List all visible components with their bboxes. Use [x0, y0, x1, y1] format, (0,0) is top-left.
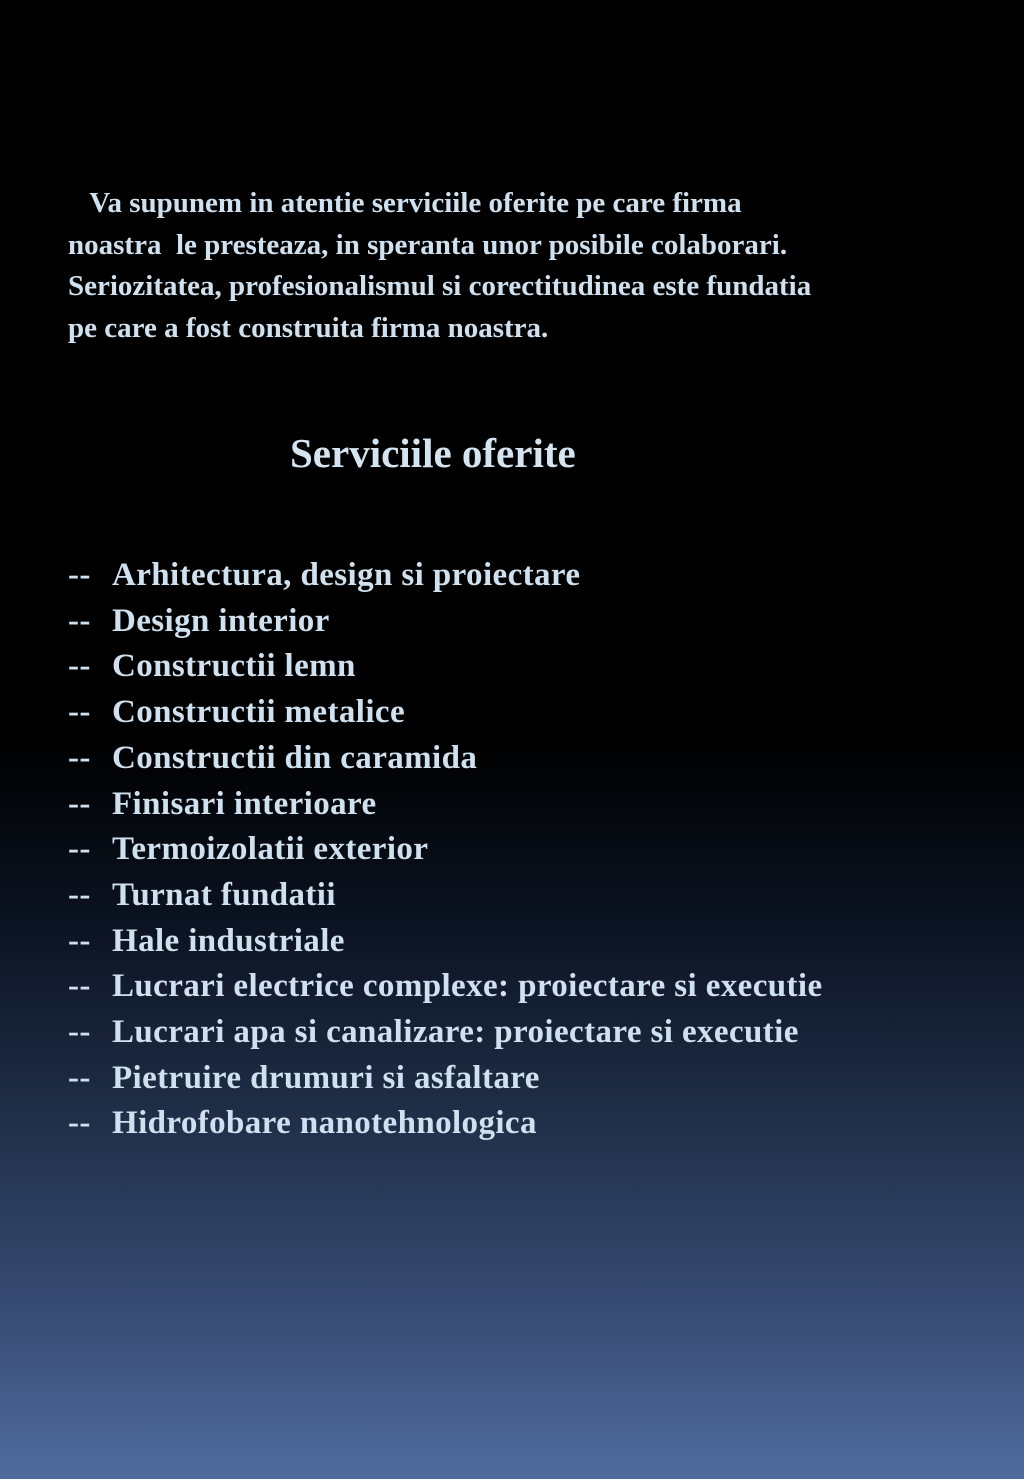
service-label: Hidrofobare nanotehnologica [112, 1105, 537, 1142]
list-marker: -- [68, 557, 91, 593]
list-item [68, 1056, 823, 1102]
list-item [68, 644, 823, 690]
service-label: Lucrari apa si canalizare: proiectare si executie [112, 1014, 799, 1051]
service-label: Arhitectura, design si proiectare [112, 557, 581, 593]
list-marker: -- [68, 1014, 91, 1051]
list-marker: -- [68, 1059, 91, 1096]
list-marker: -- [68, 831, 91, 868]
service-label: Termoizolatii exterior [112, 831, 429, 868]
service-label: Constructii din caramida [112, 739, 478, 776]
service-label: Constructii metalice [112, 694, 405, 731]
list-item [68, 827, 823, 873]
intro-line: Seriozitatea, profesionalismul si corectitudinea este fundatia [68, 270, 812, 302]
service-label: Turnat fundatii [112, 876, 336, 913]
intro-line: noastra le presteaza, in speranta unor posibile colaborari. [68, 228, 788, 261]
intro-line: Va supunem in atentie serviciile oferite pe care firma [68, 187, 742, 219]
list-item [68, 873, 823, 919]
intro-line: pe care a fost construita firma noastra. [68, 311, 549, 344]
service-label: Design interior [112, 602, 330, 639]
list-item [68, 1010, 823, 1056]
service-label: Constructii lemn [112, 648, 356, 685]
list-item [68, 1101, 823, 1147]
list-item [68, 782, 823, 828]
list-item [68, 919, 823, 965]
list-marker: -- [68, 648, 91, 685]
list-item [68, 690, 823, 736]
list-item [68, 964, 823, 1010]
list-marker: -- [68, 1105, 91, 1142]
list-marker: -- [68, 968, 91, 1005]
list-marker: -- [68, 739, 91, 776]
list-item [68, 736, 823, 782]
list-item [68, 599, 823, 645]
services-list [68, 553, 823, 1147]
services-heading: Serviciile oferite [290, 430, 576, 476]
list-item [68, 553, 823, 599]
list-marker: -- [68, 694, 91, 731]
list-marker: -- [68, 785, 91, 822]
service-label: Finisari interioare [112, 785, 377, 822]
service-label: Hale industriale [112, 922, 345, 959]
list-marker: -- [68, 876, 91, 913]
intro-paragraph [68, 183, 968, 349]
list-marker: -- [68, 602, 91, 639]
service-label: Pietruire drumuri si asfaltare [112, 1059, 540, 1096]
service-label: Lucrari electrice complexe: proiectare si executie [112, 968, 823, 1005]
list-marker: -- [68, 922, 91, 959]
